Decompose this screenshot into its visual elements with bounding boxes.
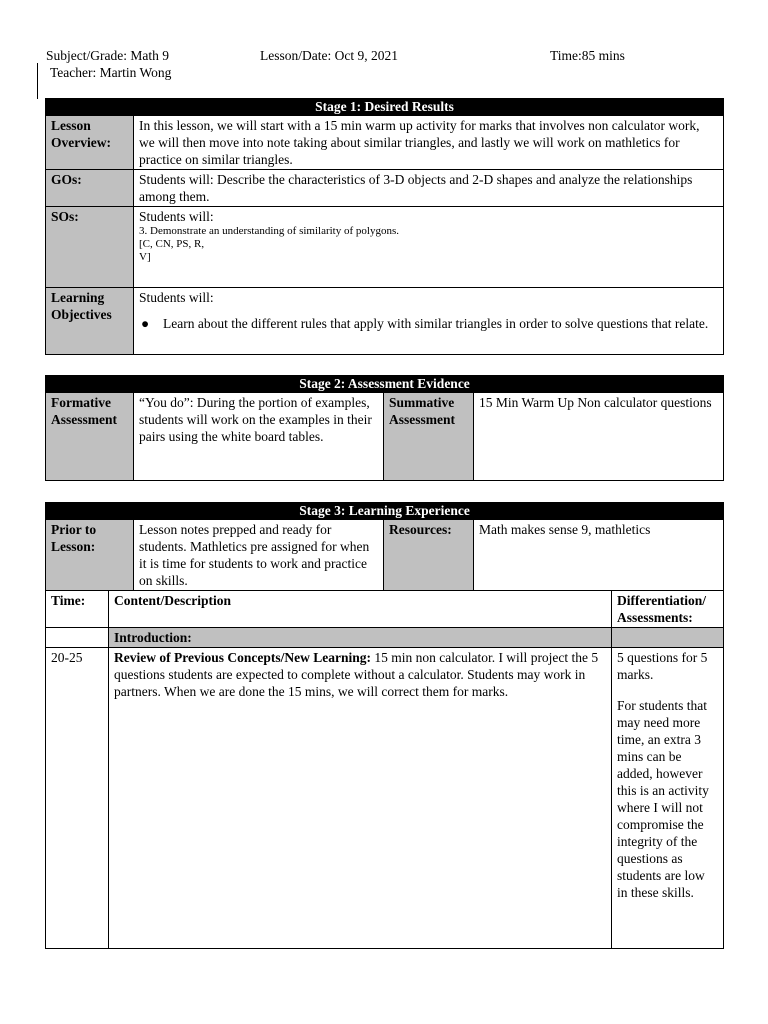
bullet-icon: ● [141,316,150,331]
lo-intro: Students will: [139,290,214,305]
learning-objectives-label: Learning Objectives [46,288,134,355]
sos-cell [134,207,724,288]
diff-extra-time: For students that may need more time, an extra 3 mins can be added, however this is an activity where I will not compromise the integrity of the questions as students are low in these skills. [617,698,709,900]
sos-codes-cont: V] [139,251,151,263]
lesson-date: Lesson/Date: Oct 9, 2021 [260,48,398,63]
intro-time-cell [46,628,109,648]
lesson-overview-label: Lesson Overview: [46,116,134,170]
lesson-plan-table [45,591,724,949]
row-content-text: 15 min non calculator. I will project the 5 questions students are expected to complete without a calculator. Students may work in partners. When we are done the 15 mins, we will correct them for marks. [114,650,599,699]
lesson-time: Time:85 mins [550,48,625,63]
col-diff-header: Differentiation/ Assessments: [612,591,724,628]
intro-diff-cell [612,628,724,648]
stage1-table [45,98,724,355]
formative-label: Formative Assessment [46,393,134,481]
summative-text: 15 Min Warm Up Non calculator questions [474,393,724,481]
lo-bullet-item [139,312,718,336]
row-content [109,648,612,949]
subject-grade: Subject/Grade: Math 9 [46,48,169,63]
diff-marks: 5 questions for 5 marks. [617,650,708,682]
text-cursor [37,63,38,99]
formative-text: “You do”: During the portion of examples, students will work on the examples in their pairs using the white board tables. [134,393,384,481]
prior-to-lesson-label: Prior to Lesson: [46,520,134,591]
prior-to-lesson-text: Lesson notes prepped and ready for students. Mathletics pre assigned for when it is time for students to work and practice on skills. [134,520,384,591]
stage2-title: Stage 2: Assessment Evidence [46,376,724,393]
document-header [46,47,726,87]
teacher-name: Teacher: Martin Wong [50,65,172,80]
stage2-table [45,375,724,481]
sos-label: SOs: [46,207,134,288]
gos-text: Students will: Describe the characteristics of 3-D objects and 2-D shapes and analyze the relationships among them. [134,170,724,207]
learning-objectives-cell [134,288,724,355]
row-diff [612,648,724,949]
row-time: 20-25 [46,648,109,949]
resources-text: Math makes sense 9, mathletics [474,520,724,591]
col-time-header: Time: [46,591,109,628]
resources-label: Resources: [384,520,474,591]
stage3-title: Stage 3: Learning Experience [46,503,724,520]
sos-outcome: 3. Demonstrate an understanding of similarity of polygons. [139,225,399,237]
introduction-label: Introduction: [109,628,612,648]
sos-intro: Students will: [139,209,214,224]
lesson-overview-text: In this lesson, we will start with a 15 min warm up activity for marks that involves non calculator work, we will then move into note taking about similar triangles, and lastly we will work on mathletics for practice on similar triangles. [134,116,724,170]
col-content-header: Content/Description [109,591,612,628]
sos-codes: [C, CN, PS, R, [139,238,205,250]
lo-bullet-text: Learn about the different rules that apply with similar triangles in order to solve questions that relate. [163,316,709,331]
row-content-heading: Review of Previous Concepts/New Learning: [114,650,371,665]
stage3-table [45,502,724,591]
stage1-title: Stage 1: Desired Results [46,99,724,116]
summative-label: Summative Assessment [384,393,474,481]
gos-label: GOs: [46,170,134,207]
